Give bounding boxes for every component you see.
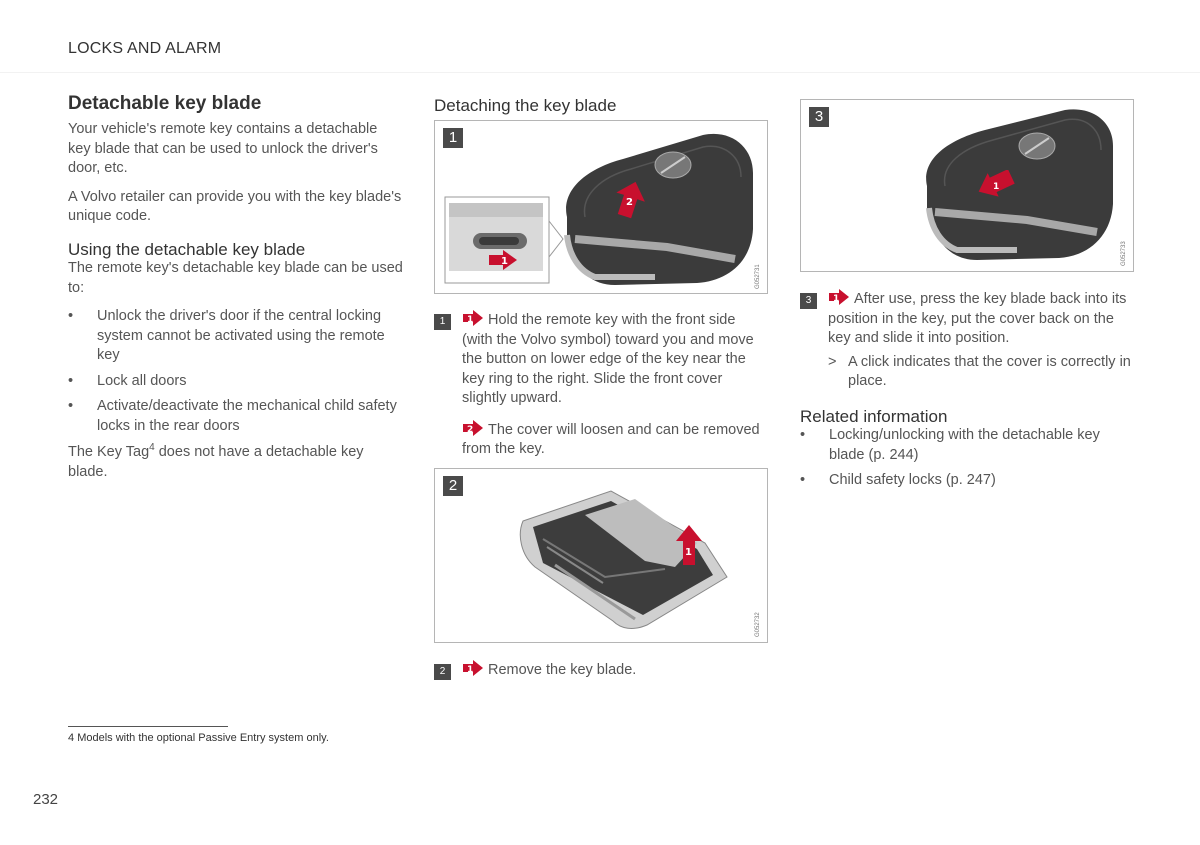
related-link[interactable]: • Child safety locks (p. 247)	[800, 471, 1135, 491]
related-information-title: Related information	[800, 406, 948, 426]
arrow-down-left-icon	[975, 170, 1015, 198]
step-result	[828, 353, 1135, 392]
step-arrow-icon	[828, 289, 850, 305]
figure-id: G052733	[1121, 241, 1127, 266]
section-header: LOCKS AND ALARM	[68, 40, 222, 57]
step-3-block	[800, 289, 1135, 497]
step-1	[434, 310, 769, 409]
svg-text:1: 1	[501, 256, 508, 267]
section-title-detaching: Detaching the key blade	[434, 96, 617, 115]
figure-1	[434, 120, 768, 294]
figure-3	[800, 99, 1134, 272]
result-symbol: >	[828, 353, 837, 370]
footnote-text: Models with the optional Passive Entry system only.	[77, 732, 329, 744]
note-text: The Key Tag	[68, 444, 150, 460]
key-cover-illustration	[801, 100, 1133, 271]
footnote-number: 4	[68, 732, 75, 744]
svg-text:1: 1	[467, 315, 474, 325]
key-blade-illustration	[435, 469, 767, 642]
result-text: A click indicates that the cover is correctly in place.	[848, 353, 1131, 389]
step-arrow-icon	[462, 310, 484, 326]
figure-id: G052731	[755, 264, 761, 289]
related-list	[800, 426, 1135, 491]
page-number: 232	[33, 791, 59, 808]
svg-text:1: 1	[467, 665, 474, 675]
arrow-up-icon	[613, 179, 647, 219]
figure-number: 3	[809, 107, 829, 127]
list-item: • Unlock the driver's door if the central locking system cannot be activated using the remote key	[68, 307, 403, 366]
figure-number: 2	[443, 476, 463, 496]
lead-paragraph: The remote key's detachable key blade can be used to:	[68, 260, 403, 296]
footnote-ref[interactable]: 4	[149, 442, 155, 454]
intro-paragraph-1: Your vehicle's remote key contains a detachable key blade that can be used to unlock the driver's door, etc.	[68, 121, 378, 176]
step-text: Remove the key blade.	[488, 662, 637, 678]
step-badge: 3	[800, 293, 817, 309]
figure-id: G052732	[755, 612, 761, 637]
header-divider	[0, 72, 1200, 73]
step-badge: 2	[434, 664, 451, 680]
step-text: The cover will loosen and can be removed from the key.	[462, 421, 760, 457]
step-1b	[434, 420, 769, 460]
step-3	[800, 289, 1135, 392]
related-link[interactable]: • Locking/unlocking with the detachable key blade (p. 244)	[800, 426, 1135, 465]
page-title: Detachable key blade	[68, 93, 262, 114]
usage-list	[68, 307, 403, 436]
svg-text:1: 1	[993, 182, 1000, 192]
step-text: After use, press the key blade back into its position in the key, put the cover back on the key and slide it into position.	[828, 291, 1127, 346]
step-badge: 1	[434, 314, 451, 330]
note-text-end: does not have a detachable key blade.	[68, 444, 364, 480]
step-text: Hold the remote key with the front side (with the Volvo symbol) toward you and move the button on lower edge of the key near the key ring to the right. Slide the front cover slightly upward.	[462, 312, 754, 406]
intro-paragraph-2: A Volvo retailer can provide you with the key blade's unique code.	[68, 188, 402, 224]
footnote-divider	[68, 726, 228, 727]
list-item: • Activate/deactivate the mechanical child safety locks in the rear doors	[68, 397, 403, 436]
arrow-up-icon	[675, 523, 703, 567]
left-column	[68, 120, 403, 482]
step-arrow-icon	[462, 660, 484, 676]
footnote	[68, 732, 329, 744]
svg-text:1: 1	[685, 547, 692, 558]
step-2-block	[434, 660, 769, 681]
step-1-block	[434, 310, 769, 460]
key-remote-illustration	[435, 121, 767, 293]
subsection-title: Using the detachable key blade	[68, 239, 306, 259]
key-tag-note	[68, 443, 403, 482]
svg-text:1: 1	[833, 294, 840, 304]
figure-2	[434, 468, 768, 643]
svg-text:2: 2	[626, 197, 633, 208]
figure-number: 1	[443, 128, 463, 148]
step-arrow-icon	[462, 420, 484, 436]
arrow-right-icon	[487, 249, 519, 271]
svg-text:2: 2	[467, 424, 474, 435]
list-item: • Lock all doors	[68, 372, 403, 392]
step-2	[434, 660, 769, 681]
